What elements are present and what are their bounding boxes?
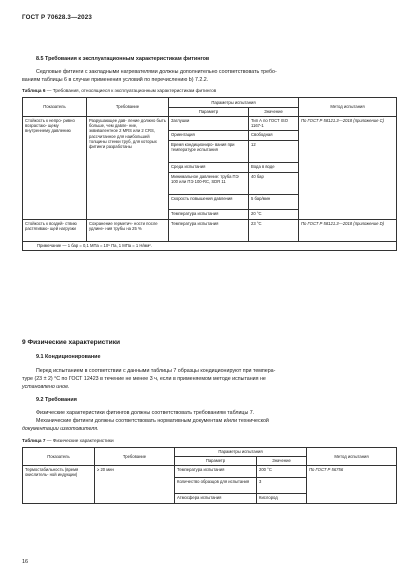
table-6 — [22, 97, 397, 251]
page-number: 16 — [22, 559, 29, 565]
section-8-5-para-line2: ваниям таблицы 6 в случае применения условий по перечислению b) 7.2.2. — [22, 77, 209, 83]
table-7-caption-text: — Физические характеристики — [46, 438, 114, 443]
t6-header-param: Параметр — [169, 108, 249, 117]
t6-r2-requirement: Сохранение герметич- ности после удлине- ния трубы на 25 % — [87, 220, 169, 242]
section-9-2-para-line2: Механические фитинги должны соответствовать нормативным документам и/или технической — [36, 418, 269, 424]
t7-r1-method: По ГОСТ Р 56756 — [307, 466, 397, 504]
t6-header-requirement: Требование — [87, 98, 169, 117]
section-9-1-para-line3: установлено иное. — [22, 384, 70, 390]
t7-header-value: Значение — [257, 457, 307, 466]
table-7 — [22, 447, 397, 504]
table-7-caption — [22, 438, 114, 443]
t6-r1-requirement: Разрушающее дав- ление должно быть больше, чем давле- ние, эквивалентное 2 MRS или 2 CRS, рассчитанное для наибольшей толщины стенки труб, для которых фитинги разработаны — [87, 117, 169, 220]
section-8-5-para-line1: Седловые фитинги с закладными нагревателями должны дополнительно соответствовать требо- — [36, 69, 277, 75]
t6-r1-method: По ГОСТ Р 58121.3—2018 (приложение С) — [299, 117, 397, 220]
t7-header-requirement: Требование — [95, 448, 175, 466]
t6-r2-param: Температура испытания — [169, 220, 249, 242]
t7-header-method: Метод испытания — [307, 448, 397, 466]
t7-r1-value-3: Кислород — [257, 494, 307, 504]
t6-header-method: Метод испытания — [299, 98, 397, 117]
t7-r1-value-1: 200 °С — [257, 466, 307, 478]
t7-header-param: Параметр — [175, 457, 257, 466]
table-6-caption-label: Таблица 6 — [22, 88, 46, 93]
section-9-1-para-line2: туре (23 ± 2) °С по ГОСТ 12423 в течение не менее 3 ч, если в применяемом методе испытания не — [22, 376, 266, 382]
t7-r1-param-1: Температура испытания — [175, 466, 257, 478]
t6-r2-value: 23 °С — [249, 220, 299, 242]
section-9-2-para-line1: Физические характеристики фитингов должны соответствовать требованиям таблицы 7. — [36, 410, 255, 416]
t6-r1-param-5: Минимальное давление: труба ПЭ 100 или ПЭ 100-RC, SDR 11 — [169, 173, 249, 195]
t6-r1-value-6: 5 бар/мин — [249, 195, 299, 210]
t7-header-indicator: Показатель — [23, 448, 95, 466]
t6-r1-value-5: 40 бар — [249, 173, 299, 195]
section-9-1-heading: 9.1 Кондиционирование — [36, 354, 101, 360]
section-9-2-para-line3: документации изготовителя. — [22, 426, 99, 432]
t6-note: Примечание — 1 бар = 0,1 МПа = 10⁵ Па, 1 МПа = 1 Н/мм². — [23, 242, 397, 251]
table-6-caption-text: — Требования, относящиеся к эксплуатационным характеристикам фитингов — [46, 88, 217, 93]
section-9-2-heading: 9.2 Требования — [36, 397, 77, 403]
table-7-caption-label: Таблица 7 — [22, 438, 46, 443]
t7-header-params: Параметры испытания — [175, 448, 307, 457]
t6-r1-value-1: Тип А по ГОСТ ISO 1167-1 — [249, 117, 299, 131]
t7-r1-indicator: Термостабильность (время окислитель- ной индукции) — [23, 466, 95, 504]
t6-header-params: Параметры испытания — [169, 98, 299, 108]
t6-r1-param-3: Время кондициониро- вания при температуре испытания — [169, 141, 249, 163]
t6-header-value: Значение — [249, 108, 299, 117]
section-9-1-para-line1: Перед испытанием в соответствии с данными таблицы 7 образцы кондиционируют при темпера- — [36, 368, 276, 374]
t7-r1-requirement: ≥ 20 мин — [95, 466, 175, 504]
t6-r1-value-7: 20 °С — [249, 210, 299, 220]
document-header: ГОСТ Р 70628.3—2023 — [22, 14, 93, 21]
t7-r1-param-2: Количество образцов для испытания — [175, 478, 257, 494]
table-6-caption — [22, 88, 216, 93]
section-9-heading: 9 Физические характеристики — [22, 339, 121, 346]
t6-r1-param-4: Среда испытания — [169, 163, 249, 173]
t6-r1-value-2: Свободная — [249, 131, 299, 141]
t6-r1-param-2: Ориентация — [169, 131, 249, 141]
t6-r2-indicator: Стойкость к воздей- ствию растягиваю- щей нагрузки — [23, 220, 87, 242]
t6-header-indicator: Показатель — [23, 98, 87, 117]
t7-r1-param-3: Атмосфера испытания — [175, 494, 257, 504]
t6-r1-indicator: Стойкость к непро- ривно возрастаю- щему внутреннему давлению — [23, 117, 87, 220]
t6-r1-param-7: Температура испытания — [169, 210, 249, 220]
t7-r1-value-2: 3 — [257, 478, 307, 494]
t6-r1-value-4: Вода в воде — [249, 163, 299, 173]
t6-r1-param-1: Заглушки — [169, 117, 249, 131]
t6-r2-method: По ГОСТ Р 58121.3—2018 (приложение D) — [299, 220, 397, 242]
section-8-5-heading: 8.5 Требования к эксплуатационным характеристикам фитингов — [36, 56, 210, 62]
t6-r1-param-6: Скорость повышения давления — [169, 195, 249, 210]
t6-r1-value-3: 12 — [249, 141, 299, 163]
